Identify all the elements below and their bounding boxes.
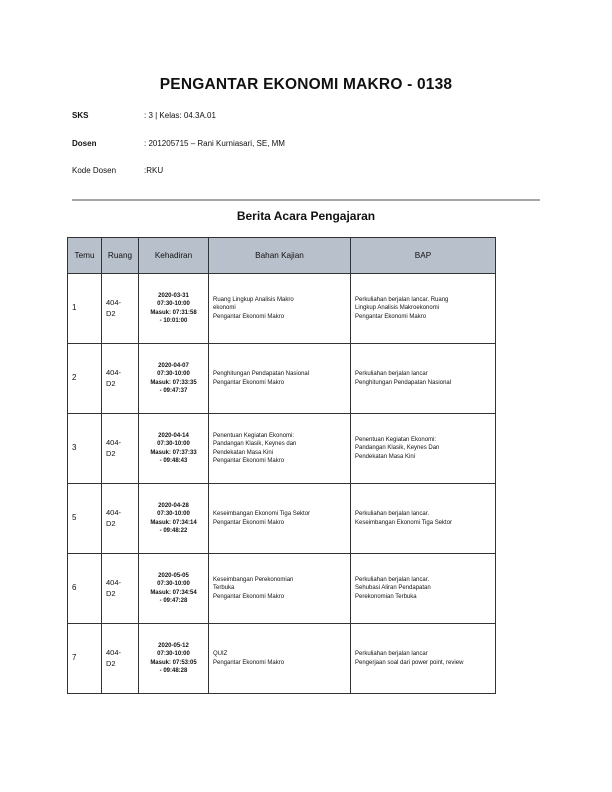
ruang-cell	[102, 414, 139, 484]
bahan-kajian-cell	[209, 274, 351, 344]
kehadiran-cell-line: - 09:48:22	[159, 528, 188, 534]
kehadiran-cell-line: Masuk: 07:31:58	[150, 309, 197, 316]
kehadiran-cell-line: - 09:47:37	[159, 388, 188, 394]
bap-cell-line: Perkuliahan berjalan lancar.	[355, 576, 430, 583]
temu-cell: 3	[68, 414, 102, 484]
ruang-cell-line: 404-	[106, 578, 122, 587]
bap-cell	[351, 344, 496, 414]
kehadiran-cell-line: Masuk: 07:34:14	[150, 519, 197, 526]
kehadiran-cell	[139, 274, 209, 344]
bahan-kajian-cell	[209, 554, 351, 624]
table-row	[68, 344, 496, 414]
table-body	[68, 274, 496, 694]
dosen-label: Dosen	[72, 139, 97, 148]
bap-cell	[351, 414, 496, 484]
bap-cell-line: Keseimbangan Ekonomi Tiga Sektor	[355, 519, 453, 526]
ruang-cell-line: 404-	[106, 368, 122, 377]
bap-cell	[351, 554, 496, 624]
sks-label: SKS	[72, 111, 89, 120]
kehadiran-cell-line: 07:30-10:00	[157, 441, 190, 447]
bap-cell-line: Perekonomian Terbuka	[355, 593, 417, 600]
bap-cell-line: Perkuliahan berjalan lancar	[355, 371, 428, 377]
bahan-kajian-cell-line: Keseimbangan Perekonomian	[213, 576, 294, 583]
course-title: PENGANTAR EKONOMI MAKRO - 0138	[159, 76, 453, 93]
kehadiran-cell	[139, 554, 209, 624]
temu-cell: 1	[68, 274, 102, 344]
kehadiran-cell-line: 2020-03-31	[158, 292, 189, 299]
bahan-kajian-cell-line: Ruang Lingkup Analisis Makro	[213, 296, 294, 303]
bahan-kajian-cell-line: Pengantar Ekonomi Makro	[213, 458, 285, 464]
kehadiran-cell-line: Masuk: 07:33:35	[150, 379, 197, 386]
bap-table	[67, 237, 496, 694]
temu-cell: 5	[68, 484, 102, 554]
kehadiran-cell-line: - 09:48:28	[159, 668, 188, 674]
divider	[72, 199, 540, 201]
bahan-kajian-cell	[209, 624, 351, 694]
bahan-kajian-cell-line: Pendekatan Masa Kini	[213, 449, 274, 456]
temu-cell: 7	[68, 624, 102, 694]
temu-cell: 2	[68, 344, 102, 414]
ruang-cell-line: D2	[106, 518, 116, 528]
kode-dosen-value: :RKU	[144, 166, 164, 175]
bahan-kajian-cell	[209, 414, 351, 484]
table-row	[68, 554, 496, 624]
ruang-cell	[102, 554, 139, 624]
kehadiran-cell-line: Masuk: 07:37:33	[150, 449, 197, 456]
ruang-cell-line: D2	[106, 658, 116, 668]
bap-cell-line: Pengerjaan soal dari power point, review	[355, 659, 464, 666]
ruang-cell	[102, 624, 139, 694]
kehadiran-cell-line: 2020-04-14	[158, 432, 189, 439]
table-row	[68, 274, 496, 344]
bap-cell-line: Pendekatan Masa Kini	[355, 453, 416, 460]
ruang-cell-line: D2	[106, 588, 116, 598]
bahan-kajian-cell-line: Penghitungan Pendapatan Nasional	[213, 371, 310, 377]
kehadiran-cell	[139, 414, 209, 484]
bahan-kajian-cell-line: Pengantar Ekonomi Makro	[213, 593, 285, 600]
bap-cell-line: Penghitungan Pendapatan Nasional	[355, 379, 452, 386]
kehadiran-cell-line: 2020-04-28	[158, 502, 189, 509]
bahan-kajian-cell-line: Terbuka	[213, 585, 235, 592]
kehadiran-cell-line: Masuk: 07:53:05	[150, 659, 197, 666]
bahan-kajian-cell-line: Pengantar Ekonomi Makro	[213, 379, 285, 386]
ruang-cell-line: 404-	[106, 648, 122, 657]
bahan-kajian-cell-line: Pandangan Klasik, Keynes dan	[213, 441, 297, 447]
header-ruang: Ruang	[102, 238, 139, 274]
bap-cell	[351, 484, 496, 554]
bap-cell-line: Lingkup Analisis Makroekonomi	[355, 305, 440, 312]
dosen-value: : 201205715 – Rani Kurniasari, SE, MM	[144, 139, 285, 148]
bap-cell-line: Perkuliahan berjalan lancar	[355, 651, 428, 657]
kehadiran-cell-line: 07:30-10:00	[157, 301, 190, 307]
ruang-cell	[102, 344, 139, 414]
bahan-kajian-cell-line: Pengantar Ekonomi Makro	[213, 313, 285, 320]
kehadiran-cell-line: 07:30-10:00	[157, 651, 190, 657]
kehadiran-cell-line: 2020-05-12	[158, 642, 189, 649]
kehadiran-cell	[139, 624, 209, 694]
kehadiran-cell-line: - 09:48:43	[159, 458, 188, 464]
kode-dosen-label: Kode Dosen	[72, 166, 117, 175]
bap-cell-line: Penentuan Kegiatan Ekonomi:	[355, 436, 437, 443]
bahan-kajian-cell-line: QUIZ	[213, 651, 228, 657]
table-header-row	[68, 238, 496, 274]
bap-cell-line: Pengantar Ekonomi Makro	[355, 313, 427, 320]
ruang-cell-line: 404-	[106, 438, 122, 447]
bap-cell-line: Perkuliahan berjalan lancar. Ruang	[355, 296, 449, 303]
kehadiran-cell	[139, 344, 209, 414]
table-row	[68, 624, 496, 694]
kehadiran-cell-line: 2020-04-07	[158, 362, 189, 369]
section-title: Berita Acara Pengajaran	[236, 209, 376, 223]
kehadiran-cell-line: 07:30-10:00	[157, 511, 190, 517]
bahan-kajian-cell-line: Pengantar Ekonomi Makro	[213, 659, 285, 666]
bahan-kajian-cell	[209, 484, 351, 554]
bap-cell-line: Perkuliahan berjalan lancar.	[355, 511, 430, 517]
temu-cell: 6	[68, 554, 102, 624]
bap-cell-line: Sehubasi Aliran Pendapatan	[355, 585, 431, 592]
kehadiran-cell-line: Masuk: 07:34:54	[150, 589, 197, 596]
ruang-cell-line: D2	[106, 378, 116, 388]
kehadiran-cell-line: 07:30-10:00	[157, 581, 190, 587]
bahan-kajian-cell-line: Keseimbangan Ekonomi Tiga Sektor	[213, 511, 311, 517]
bap-cell-line: Pandangan Klasik, Keynes Dan	[355, 445, 440, 452]
bap-cell	[351, 274, 496, 344]
kehadiran-cell-line: - 10:01:00	[159, 318, 188, 324]
kehadiran-cell-line: 07:30-10:00	[157, 371, 190, 377]
ruang-cell-line: D2	[106, 308, 116, 318]
header-bap: BAP	[351, 238, 496, 274]
kehadiran-cell-line: - 09:47:28	[159, 598, 188, 604]
ruang-cell-line: 404-	[106, 298, 122, 307]
table-row	[68, 484, 496, 554]
kehadiran-cell	[139, 484, 209, 554]
kehadiran-cell-line: 2020-05-05	[158, 572, 189, 579]
ruang-cell-line: 404-	[106, 508, 122, 517]
ruang-cell-line: D2	[106, 448, 116, 458]
ruang-cell	[102, 484, 139, 554]
bahan-kajian-cell	[209, 344, 351, 414]
bahan-kajian-cell-line: ekonomi	[213, 305, 236, 312]
header-bahan-kajian: Bahan Kajian	[209, 238, 351, 274]
bap-cell	[351, 624, 496, 694]
table-row	[68, 414, 496, 484]
header-kehadiran: Kehadiran	[139, 238, 209, 274]
header-temu: Temu	[68, 238, 102, 274]
sks-value: : 3 | Kelas: 04.3A.01	[144, 111, 216, 120]
bahan-kajian-cell-line: Penentuan Kegiatan Ekonomi:	[213, 432, 295, 439]
ruang-cell	[102, 274, 139, 344]
bahan-kajian-cell-line: Pengantar Ekonomi Makro	[213, 519, 285, 526]
